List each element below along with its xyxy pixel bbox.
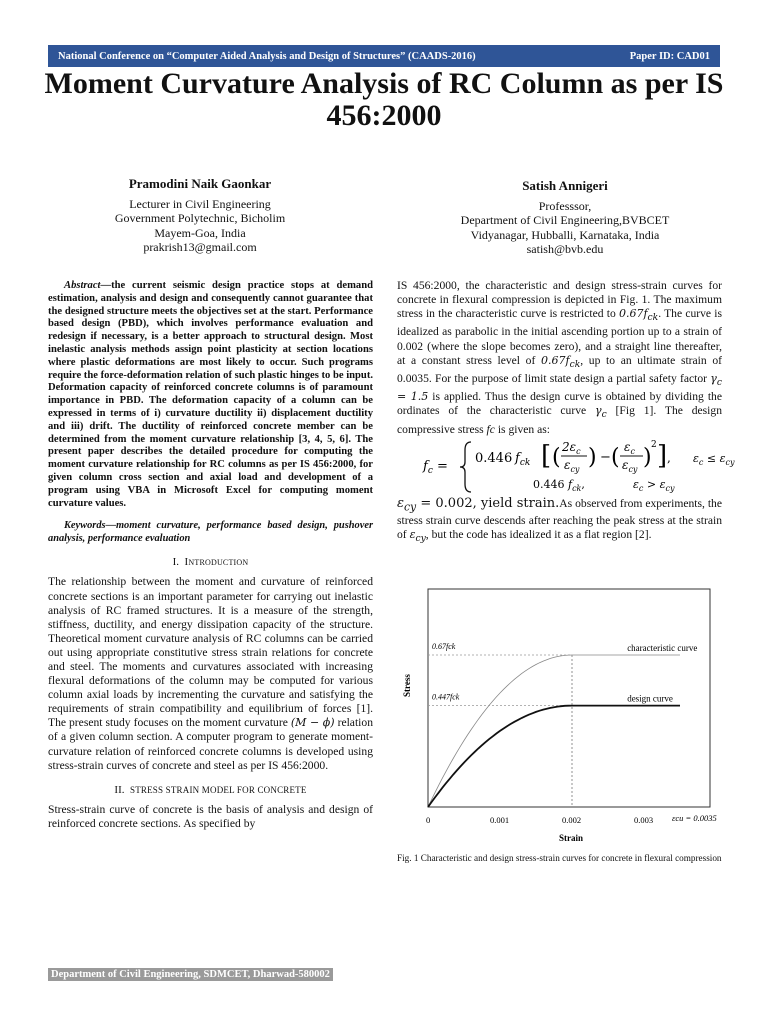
text: [Fig 1]. The design compressive stress xyxy=(397,404,722,436)
x-tick-label: 0.003 xyxy=(634,815,654,825)
section-2-paragraph: Stress-strain curve of concrete is the basis of analysis and design of reinforced concrete sections. As specified by xyxy=(48,802,373,830)
intro-text: relation of a given column section. A computer program to generate moment-curvature relation of reinforced concrete columns is developed using stress-strain curves of concrete and steel as per IS 456:2000. xyxy=(48,716,373,772)
m: ck xyxy=(569,358,581,370)
fc-symbol: fc xyxy=(486,422,495,436)
text: . The curve is idealized as parabolic in the initial ascending portion up to a strain of 0.002 (where the slope becomes zero), and a straight line thereafter, at a constant stress level of xyxy=(397,307,723,367)
eq-den: ε xyxy=(564,457,571,472)
author-1-line: Lecturer in Civil Engineering xyxy=(129,196,271,211)
cond-sub: cy xyxy=(665,483,675,493)
eq-line2-coef: 0.446 xyxy=(533,477,565,491)
bracket-open: [ xyxy=(541,440,552,471)
equation-graphic xyxy=(421,438,741,496)
math-067fck xyxy=(541,353,581,370)
paren-open: ( xyxy=(552,444,561,470)
stress-strain-chart xyxy=(398,585,720,843)
section-title: STRESS STRAIN MODEL FOR CONCRETE xyxy=(129,784,307,795)
m: ε xyxy=(397,495,404,511)
text: As observed from experiments, the stress strain curve descends after reaching the peak stress at the strain of xyxy=(397,496,723,542)
svg-text:fc =: $f_c$ = xyxy=(423,458,448,476)
section-1-heading xyxy=(48,555,373,569)
eq-num: 2ε xyxy=(562,439,577,454)
m: = 0.002, yield strain. xyxy=(416,495,560,511)
eq-num-sub: c xyxy=(630,446,635,456)
m: ε xyxy=(409,528,416,542)
author-2-name: Satish Annigeri xyxy=(522,178,608,193)
paren-close: ) xyxy=(588,444,597,470)
eq-fck: f xyxy=(515,450,520,466)
m: γ xyxy=(710,371,717,385)
m: c xyxy=(716,377,722,389)
series-label: characteristic curve xyxy=(627,643,698,653)
figure-caption: Fig. 1 Characteristic and design stress-strain curves for concrete in flexural compression xyxy=(397,853,722,863)
author-1 xyxy=(70,177,330,255)
svg-text:0.446 xyxy=(475,451,512,466)
series-label: design curve xyxy=(627,693,673,704)
svg-text:εc ≤ εcy xyxy=(693,452,735,467)
author-2 xyxy=(420,179,710,257)
svg-text:2εc xyxy=(561,440,581,456)
author-2-line: Professsor, xyxy=(538,198,592,213)
peak-value-label: 0.447fck xyxy=(432,692,460,702)
peak-value-label: 0.67fck xyxy=(432,642,456,651)
cond: ε xyxy=(719,451,726,465)
author-1-line: Government Polytechnic, Bicholim xyxy=(114,211,286,225)
section-2-heading xyxy=(48,783,373,797)
cond-rel: > xyxy=(646,477,657,491)
x-tick-label: 0.001 xyxy=(490,815,510,825)
eq-den-sub: cy xyxy=(570,464,580,474)
cond-sub: c xyxy=(698,457,704,467)
text: , but the code has idealized it as a flat region [2]. xyxy=(425,528,652,542)
keywords: Keywords—moment curvature, performance based design, pushover analysis, performance evaluation xyxy=(48,520,373,544)
svg-text:εcy xyxy=(564,458,580,474)
right-column xyxy=(397,279,735,547)
text: is applied. Thus the design curve is obtained by dividing the ordinates of the characteristic curve xyxy=(397,390,722,418)
text: is given as: xyxy=(497,422,550,436)
left-brace xyxy=(460,442,471,492)
eq-den-sub: cy xyxy=(628,464,638,474)
design-stress-equation xyxy=(421,439,735,495)
conference-name: National Conference on “Computer Aided Analysis and Design of Structures” (CAADS-2016) xyxy=(58,50,476,62)
svg-text:εcy xyxy=(622,458,638,474)
x-tick-label: 0.002 xyxy=(562,815,582,825)
x-tick-label: 0 xyxy=(426,815,431,825)
abstract xyxy=(48,280,373,510)
text: , up to an ultimate strain of 0.0035. For the purpose of limit state design a partial safety factor xyxy=(397,353,723,385)
y-axis-label: Stress xyxy=(402,674,412,697)
eq-fck-sub: ck xyxy=(519,457,531,468)
math-m-phi: (M − ϕ) xyxy=(290,716,335,730)
series-line-design-curve xyxy=(428,706,680,807)
eq-fck: f xyxy=(568,477,573,491)
math-ecy xyxy=(397,495,560,514)
math-ecy xyxy=(409,528,426,545)
cond-sub: c xyxy=(638,483,644,493)
paren-open: ( xyxy=(611,444,620,470)
comma: , xyxy=(667,450,671,465)
eq-num-sub: c xyxy=(576,446,581,456)
cond: ε xyxy=(633,477,639,491)
math-gamma-c xyxy=(595,404,607,421)
svg-text:0.446 fck,: 0.446 $f_{ck}$, xyxy=(533,477,585,493)
section-number: I. xyxy=(172,556,180,569)
author-1-email[interactable]: prakrish13@gmail.com xyxy=(143,240,257,254)
paper-id: Paper ID: CAD01 xyxy=(629,50,710,62)
m: c xyxy=(601,409,607,421)
svg-text:εc xyxy=(624,440,635,456)
cond: ε xyxy=(659,477,666,491)
minus-sign: − xyxy=(600,449,611,465)
author-1-line: Mayem-Goa, India xyxy=(154,225,246,240)
math-067fck xyxy=(618,307,659,324)
m: cy xyxy=(403,500,417,514)
abstract-label: Abstract xyxy=(64,280,101,291)
section-number: II. xyxy=(114,783,125,796)
intro-text: The relationship between the moment and curvature of reinforced concrete sections is an important parameter for carrying out inelastic analysis of RC framed structures. It is a measure of the strength, stiffness, ductility, and energy dissipation capacity of the structure. Theoretical moment curvature analysis of RC columns can be carried out using appropriate constitutive stress strain relations for concrete and steel. The moments and curvatures associated with increasing flexural deformations of the column may be computed for various column axial loads by incrementing the curvature and satisfying the requirements of strain compatibility and equilibrium of forces [1]. The present study focuses on the moment curvature xyxy=(48,575,373,730)
eq-den: ε xyxy=(622,457,629,472)
eq-lhs: f xyxy=(423,458,428,474)
exponent-two: 2 xyxy=(651,439,657,450)
paper-title: Moment Curvature Analysis of RC Column as per IS 456:2000 xyxy=(44,67,724,132)
eq-fck-sub: ck xyxy=(572,483,582,493)
series-line-characteristic-curve xyxy=(428,655,680,807)
x-axis-label: Strain xyxy=(559,833,584,843)
introduction-paragraph xyxy=(48,575,373,772)
cond-rel: ≤ xyxy=(706,451,717,465)
m: 0.67f xyxy=(618,307,648,321)
eq-lhs-sub: c xyxy=(427,465,433,476)
m: cy xyxy=(415,533,426,545)
abstract-text: —the current seismic design practice stops at demand estimation, analysis and design and consequently cannot guarantee that the designed structure meets the objectives set at the start. Performance based design (PBD), which involves performance evaluation and redesign if necessary, is a better approach to structural design. Most inelastic analysis methods assign point plasticity at section locations where plastic deformations are most likely to occur. Such programs require the force-deformation relation of such plastic hinges to be input. Deformation capacity of reinforced concrete columns is of paramount importance in PBD. The deformation capacity of a column can be expressed in terms of i) curvature ductility ii) displacement ductility and iii) drift. The ductility of reinforced concrete member can be determined from the moment curvature relationship [3, 4, 5, 6]. The present paper describes the detailed procedure for computing the moment curvature relationship for RC columns as per IS 456:2000, for given column cross section and axial load and development of a program using VBA in Microsoft Excel for computing moment curvature values. xyxy=(48,280,373,509)
left-column xyxy=(48,280,373,831)
eq-num: ε xyxy=(624,439,631,454)
author-2-line: Department of Civil Engineering,BVBCET xyxy=(460,213,670,227)
cond: ε xyxy=(693,451,699,465)
bracket-close: ] xyxy=(657,440,668,471)
m: = 1.5 xyxy=(397,390,429,404)
text: IS 456:2000, the characteristic and design stress-strain curves for concrete in flexural compression is depicted in Fig. 1. The maximum stress in the characteristic curve is restricted to xyxy=(397,279,722,321)
m: ck xyxy=(647,312,659,324)
paren-close: ) xyxy=(643,444,652,470)
eq-coef: 0.446 xyxy=(475,450,513,466)
m: γ xyxy=(595,404,602,418)
conference-header xyxy=(48,45,720,67)
stress-strain-paragraph xyxy=(397,279,722,437)
yield-strain-paragraph xyxy=(397,497,722,547)
m: 0.67f xyxy=(541,353,570,367)
author-1-name: Pramodini Naik Gaonkar xyxy=(128,176,272,191)
page-footer: Department of Civil Engineering, SDMCET, Dharwad-580002 xyxy=(48,968,333,981)
svg-text:εc > εcy xyxy=(633,478,675,493)
section-title: Introduction xyxy=(184,556,249,569)
svg-text:fck xyxy=(514,451,530,468)
author-2-email[interactable]: satish@bvb.edu xyxy=(526,242,604,256)
author-2-line: Vidyanagar, Hubballi, Karnataka, India xyxy=(470,227,660,242)
x-tick-label-ecu: εcu = 0.0035 xyxy=(672,813,717,823)
cond-sub: cy xyxy=(725,457,735,467)
